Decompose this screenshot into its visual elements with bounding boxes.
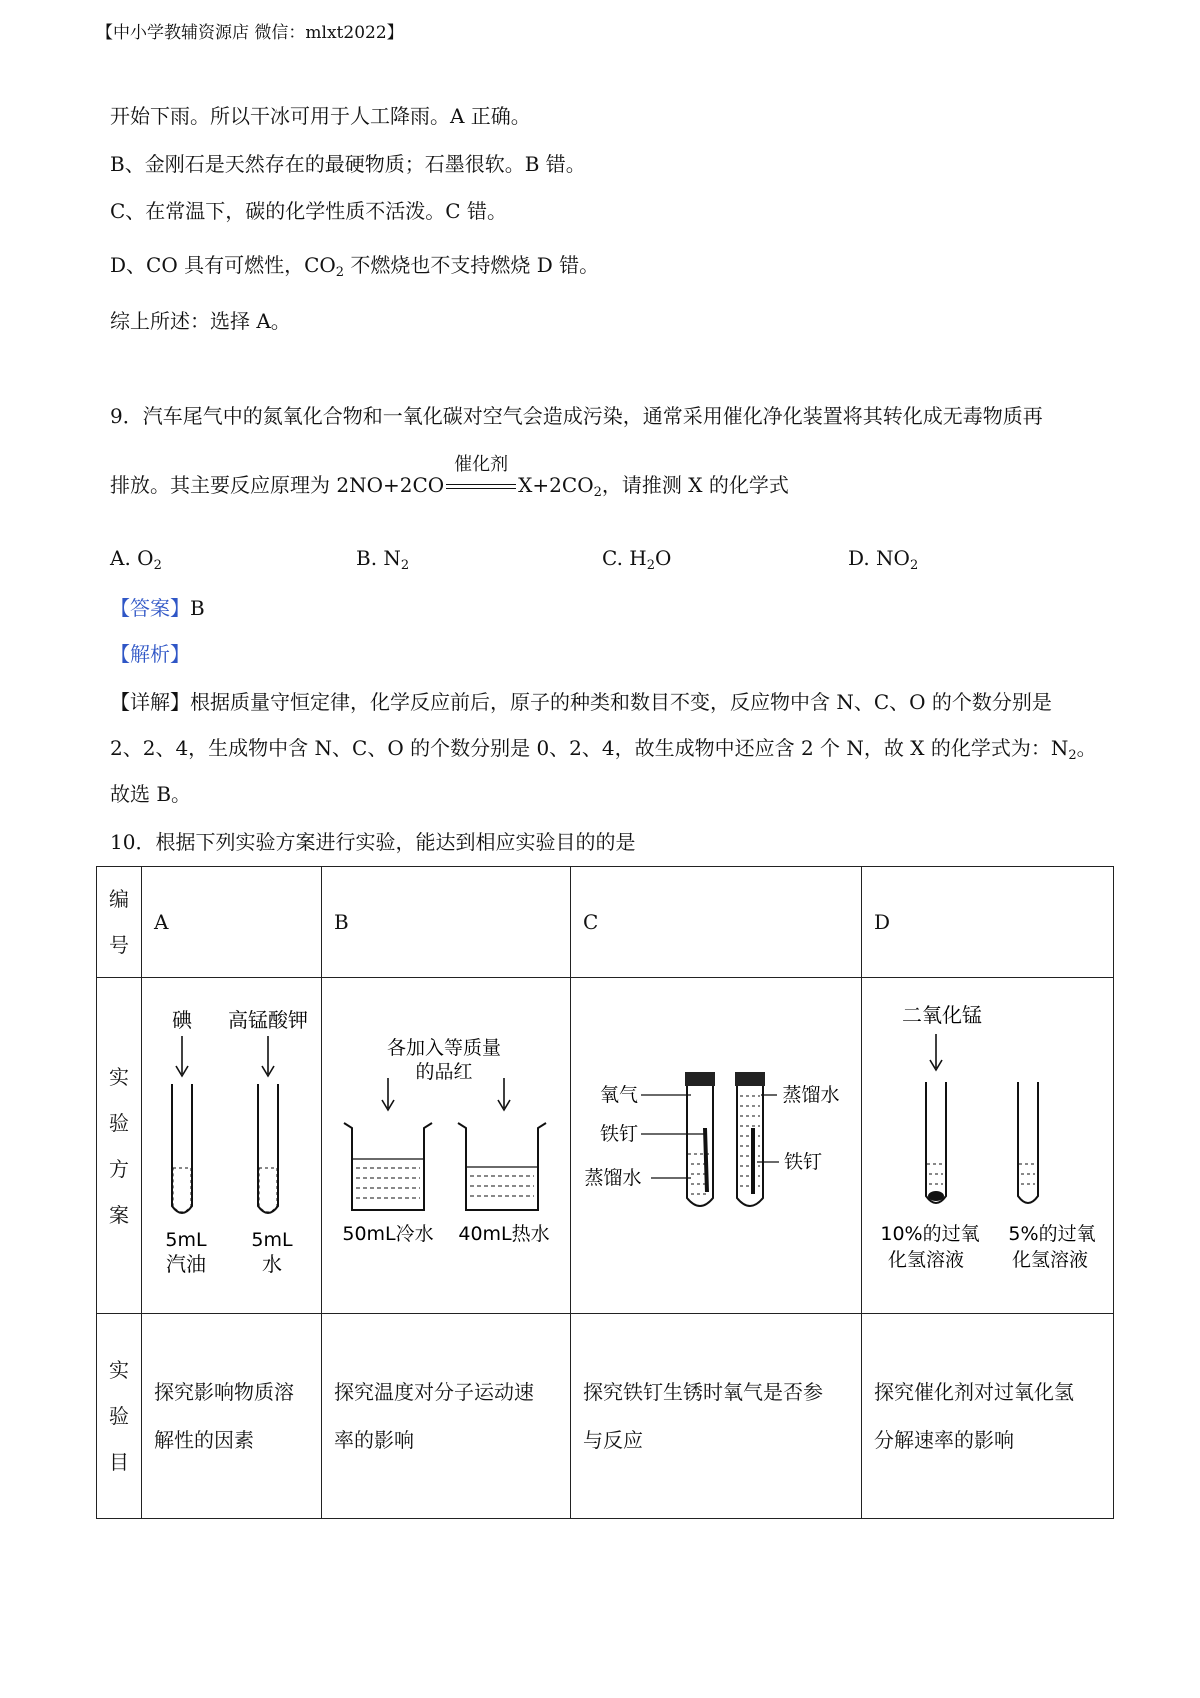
prev-line-1: 开始下雨。所以干冰可用于人工降雨。A 正确。: [110, 104, 531, 128]
detail-line-3: 故选 B。: [110, 782, 192, 806]
q9-stem-2: 排放。其主要反应原理为 2NO+2CO 催化剂 $X+2CO_2$，请推测 X 的化学式: [110, 453, 789, 500]
experiment-table: [96, 866, 1114, 1519]
label-add-dye-1: 各加入等质量: [386, 1037, 502, 1059]
label-nail-left: 铁钉: [599, 1123, 639, 1145]
col-c-head: C: [571, 867, 862, 978]
label-5ml-right: 5mL: [251, 1229, 293, 1251]
row-head-plan-text: 实 验 方 案: [109, 1064, 129, 1227]
beaker-cold: [344, 1123, 432, 1210]
goal-c: 探究铁钉生锈时氧气是否参 与反应: [571, 1314, 862, 1519]
row-head-plan: [97, 978, 142, 1314]
label-water-left: 蒸馏水: [584, 1167, 642, 1189]
nail-left: [705, 1128, 707, 1192]
label-add-dye-2: 的品红: [415, 1061, 473, 1083]
detail-line-2: 2、2、4，生成物中含 N、C、O 的个数分别是 0、2、4，故生成物中还应含 2 个 N，故 X 的化学式为：$N_2$。: [110, 736, 1097, 763]
page-header: 【中小学教辅资源店 微信：mlxt2022】: [96, 23, 404, 43]
label-kmno4: 高锰酸钾: [228, 1008, 308, 1032]
label-cold-water: 50mL冷水: [342, 1223, 434, 1245]
diagram-a: [142, 978, 321, 1308]
goal-d: 探究催化剂对过氧化氢 分解速率的影响: [862, 1314, 1114, 1519]
diagram-d-cell: [862, 978, 1114, 1314]
q9-stem-1: 9．汽车尾气中的氮氧化合物和一氧化碳对空气会造成污染，通常采用催化净化装置将其转化成无毒物质再: [110, 404, 1043, 428]
prev-line-4: D、CO 具有可燃性，$CO_2$ 不燃烧也不支持燃烧 D 错。: [110, 253, 600, 280]
diagram-c: [571, 978, 861, 1308]
label-water: 水: [262, 1252, 282, 1276]
table-row-goal: [97, 1314, 1114, 1519]
row-head-id: [97, 867, 142, 978]
label-hot-water: 40mL热水: [458, 1223, 550, 1245]
goal-b: 探究温度对分子运动速 率的影响: [322, 1314, 571, 1519]
test-tube-c-left: [687, 1086, 713, 1206]
option-b: B. $N_2$: [356, 546, 410, 573]
diagram-d: [862, 978, 1113, 1308]
col-a-head: A: [142, 867, 322, 978]
diagram-c-cell: [571, 978, 862, 1314]
label-h2o2-10-1: 10%的过氧: [880, 1223, 980, 1245]
row-head-id-text: 编 号: [109, 887, 129, 957]
analysis-tag: 【解析】: [110, 642, 190, 666]
q10-stem: 10．根据下列实验方案进行实验，能达到相应实验目的的是: [110, 830, 636, 854]
test-tube-right: [258, 1084, 278, 1213]
label-nail-right: 铁钉: [783, 1151, 823, 1173]
answer-line: 【答案】B: [110, 596, 205, 620]
label-iodine: 碘: [172, 1008, 192, 1032]
row-head-goal-text: 实 验 目: [109, 1358, 129, 1474]
option-d: D. $NO_2$: [848, 546, 919, 573]
test-tube-d-left: [926, 1082, 946, 1203]
diagram-a-cell: [142, 978, 322, 1314]
catalyst-arrow: 催化剂: [446, 472, 516, 502]
prev-line-3: C、在常温下，碳的化学性质不活泼。C 错。: [110, 199, 507, 223]
diagram-b-cell: [322, 978, 571, 1314]
label-5ml-left: 5mL: [165, 1229, 207, 1251]
label-mno2: 二氧化锰: [902, 1003, 982, 1027]
option-c: C. $H_2O$: [602, 546, 672, 573]
label-h2o2-5-1: 5%的过氧: [1008, 1223, 1096, 1245]
test-tube-left: [172, 1084, 192, 1213]
stopper-right: [735, 1072, 765, 1086]
col-d-head: D: [862, 867, 1114, 978]
row-head-goal: [97, 1314, 142, 1519]
label-water-right: 蒸馏水: [782, 1084, 840, 1106]
diagram-b: [322, 978, 570, 1308]
stopper-left: [685, 1072, 715, 1086]
detail-line-1: 【详解】根据质量守恒定律，化学反应前后，原子的种类和数目不变，反应物中含 N、C、O 的个数分别是: [110, 690, 1052, 714]
table-row-id: [97, 867, 1114, 978]
label-gasoline: 汽油: [166, 1252, 206, 1276]
col-b-head: B: [322, 867, 571, 978]
prev-line-5: 综上所述：选择 A。: [110, 309, 291, 333]
mno2-deposit: [928, 1191, 944, 1201]
label-h2o2-5-2: 化氢溶液: [1011, 1249, 1089, 1271]
goal-a: 探究影响物质溶 解性的因素: [142, 1314, 322, 1519]
prev-line-2: B、金刚石是天然存在的最硬物质；石墨很软。B 错。: [110, 152, 586, 176]
test-tube-d-right: [1018, 1082, 1038, 1203]
table-row-plan: [97, 978, 1114, 1314]
label-oxygen: 氧气: [599, 1084, 639, 1106]
option-a: A. $O_2$: [110, 546, 162, 573]
label-h2o2-10-2: 化氢溶液: [887, 1249, 965, 1271]
